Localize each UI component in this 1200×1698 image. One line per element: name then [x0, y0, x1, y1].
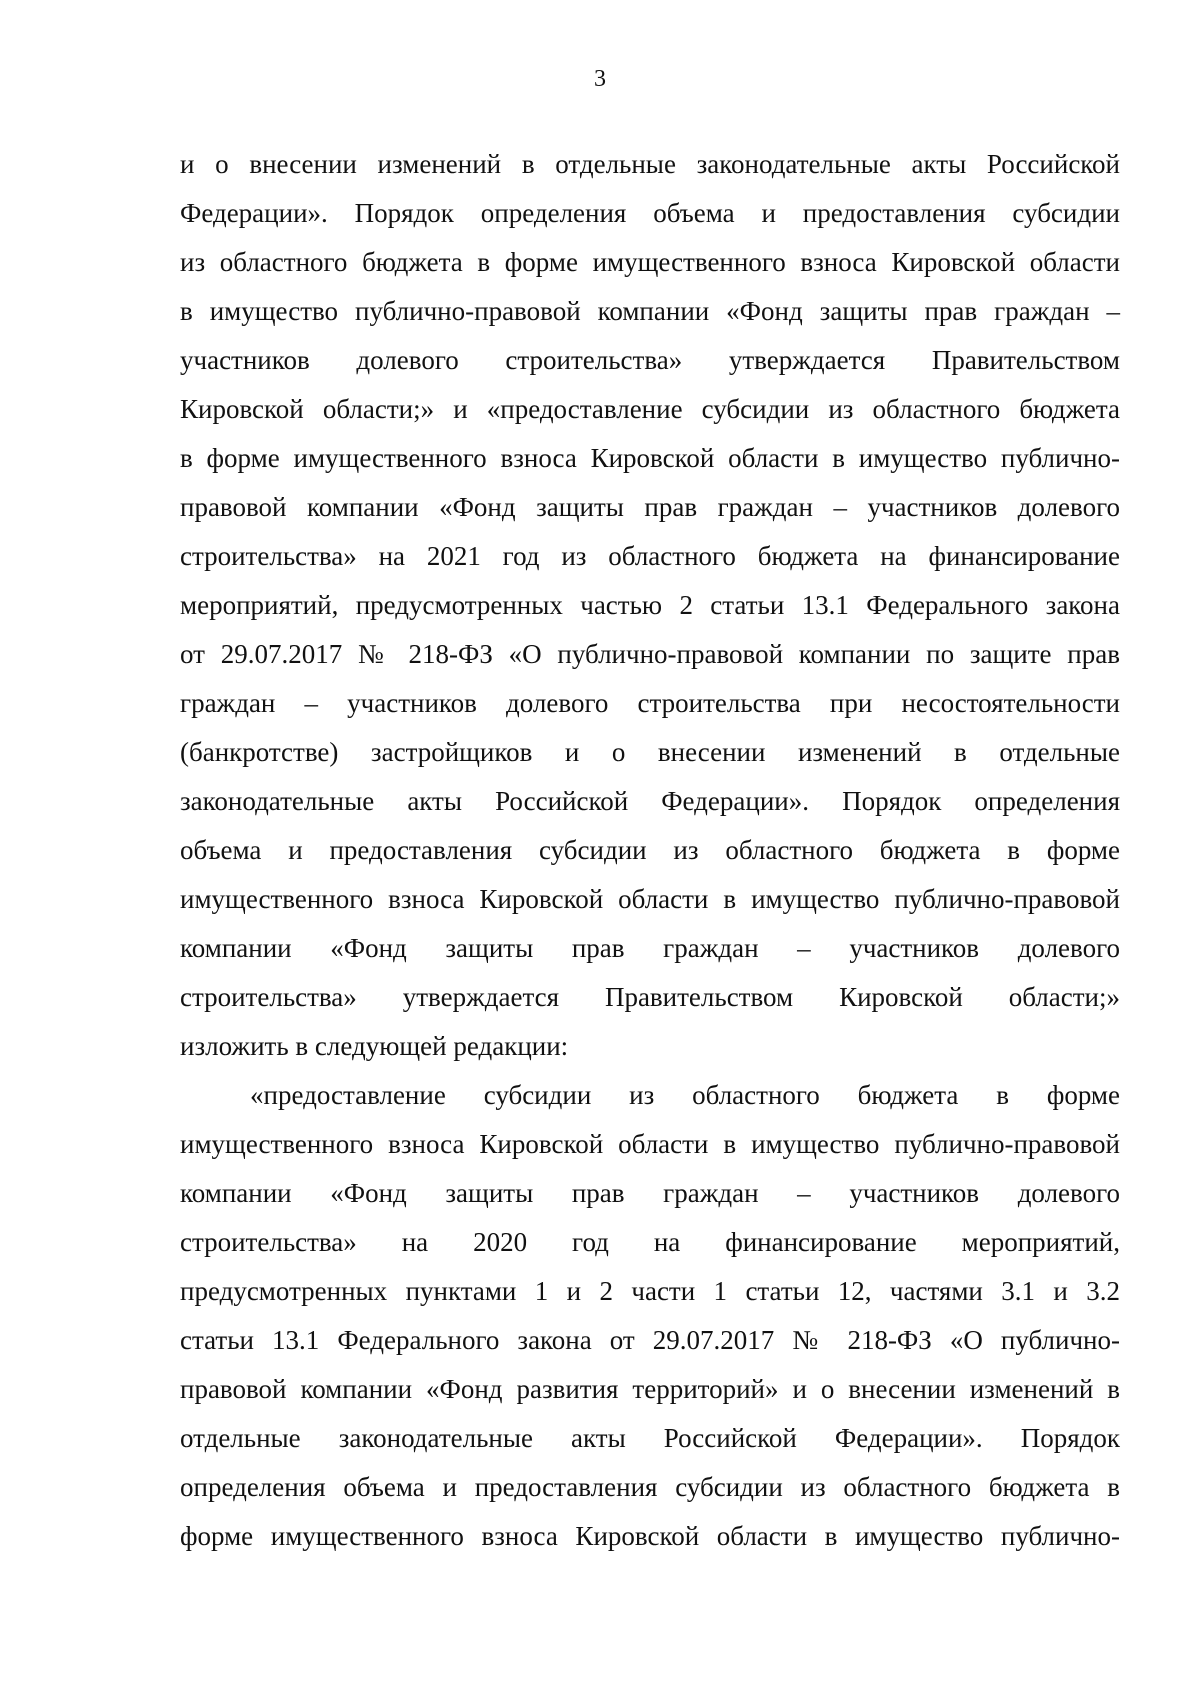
text-line: в форме имущественного взноса Кировской области в имущество публично- [180, 443, 1120, 473]
text-line: компании «Фонд защиты прав граждан – участников долевого [180, 933, 1120, 963]
text-line: правовой компании «Фонд защиты прав граждан – участников долевого [180, 492, 1120, 522]
text-line: Кировской области;» и «предоставление субсидии из областного бюджета [180, 394, 1120, 424]
text-line: компании «Фонд защиты прав граждан – участников долевого [180, 1178, 1120, 1208]
text-line: предусмотренных пунктами 1 и 2 части 1 статьи 12, частями 3.1 и 3.2 [180, 1276, 1120, 1306]
text-line: изложить в следующей редакции: [180, 1031, 569, 1061]
text-line: имущественного взноса Кировской области в имущество публично-правовой [180, 884, 1120, 914]
paragraph-2 [180, 1071, 1120, 1561]
text-line: и о внесении изменений в отдельные законодательные акты Российской [180, 149, 1120, 179]
text-line: строительства» утверждается Правительством Кировской области;» [180, 982, 1120, 1012]
text-line: объема и предоставления субсидии из областного бюджета в форме [180, 835, 1120, 865]
text-line: отдельные законодательные акты Российской Федерации». Порядок [180, 1423, 1120, 1453]
text-line: строительства» на 2021 год из областного бюджета на финансирование [180, 541, 1120, 571]
paragraph-1 [180, 140, 1120, 1071]
text-line: от 29.07.2017 № 218-ФЗ «О публично-правовой компании по защите прав [180, 639, 1120, 669]
text-line: граждан – участников долевого строительства при несостоятельности [180, 688, 1120, 718]
text-line: строительства» на 2020 год на финансирование мероприятий, [180, 1227, 1120, 1257]
text-line: в имущество публично-правовой компании «Фонд защиты прав граждан – [180, 296, 1120, 326]
document-body [180, 140, 1120, 1561]
text-line: статьи 13.1 Федерального закона от 29.07.2017 № 218-ФЗ «О публично- [180, 1325, 1120, 1355]
text-line: «предоставление субсидии из областного бюджета в форме [250, 1080, 1120, 1110]
text-line: имущественного взноса Кировской области в имущество публично-правовой [180, 1129, 1120, 1159]
text-line: определения объема и предоставления субсидии из областного бюджета в [180, 1472, 1120, 1502]
text-line: мероприятий, предусмотренных частью 2 статьи 13.1 Федерального закона [180, 590, 1120, 620]
text-line: (банкротстве) застройщиков и о внесении изменений в отдельные [180, 737, 1120, 767]
text-line: Федерации». Порядок определения объема и предоставления субсидии [180, 198, 1120, 228]
page-number: 3 [594, 66, 606, 92]
text-line: из областного бюджета в форме имущественного взноса Кировской области [180, 247, 1120, 277]
text-line: участников долевого строительства» утверждается Правительством [180, 345, 1120, 375]
text-line: форме имущественного взноса Кировской области в имущество публично- [180, 1521, 1120, 1551]
text-line: правовой компании «Фонд развития территорий» и о внесении изменений в [180, 1374, 1120, 1404]
text-line: законодательные акты Российской Федерации». Порядок определения [180, 786, 1120, 816]
